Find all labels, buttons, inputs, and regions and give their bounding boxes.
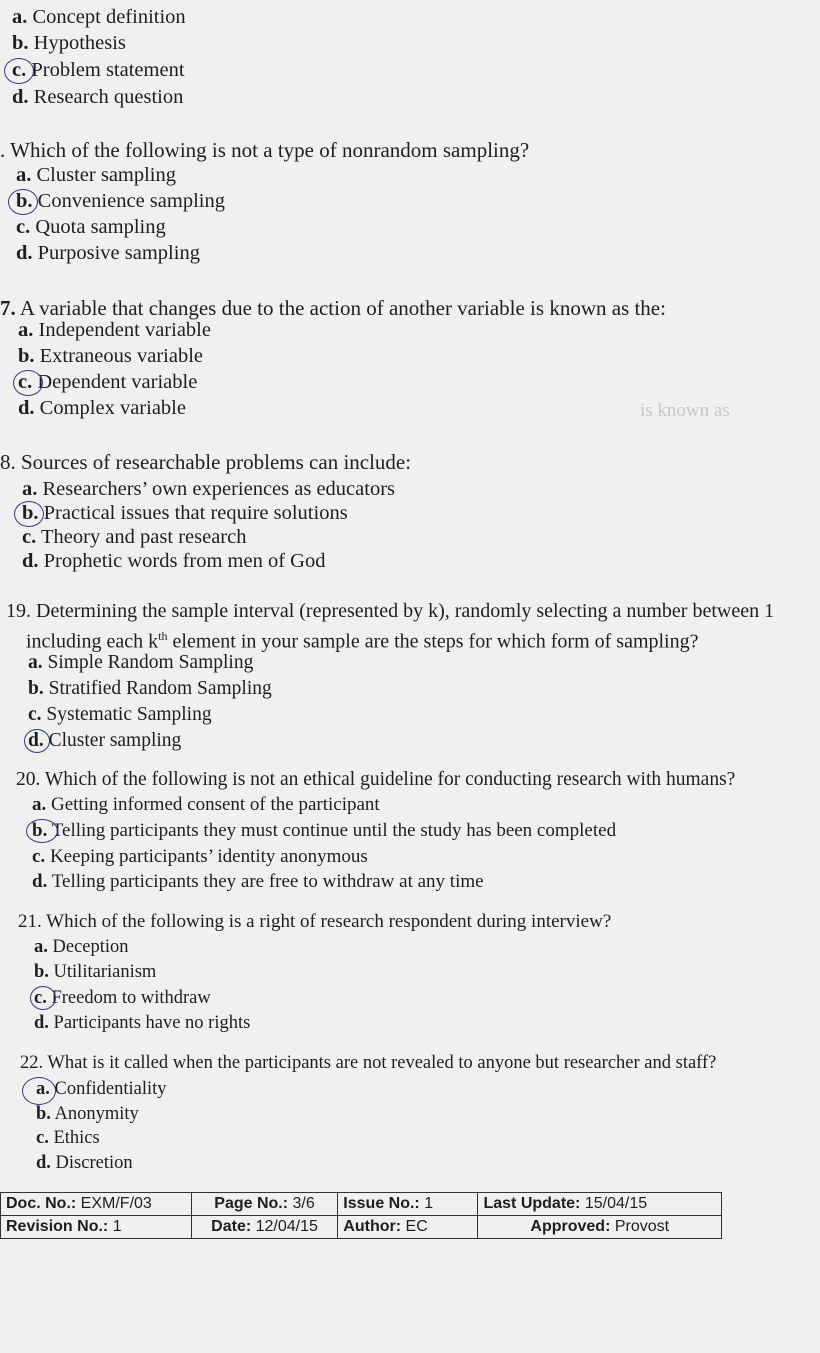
- q19-question-line2: including each $k^{th}$ element in your sample are the steps for which form of sampling?: [26, 629, 699, 653]
- q20-option-a: a. Getting informed consent of the participant: [32, 794, 380, 815]
- q18-option-b: b. Practical issues that require solutions: [22, 502, 348, 524]
- q19-option-b: b. Stratified Random Sampling: [28, 678, 272, 699]
- last-update-cell: Last Update: 15/04/15: [478, 1193, 722, 1216]
- revision-no-cell: Revision No.: 1: [1, 1216, 192, 1239]
- q-prev-option-a: a. Concept definition: [12, 6, 186, 28]
- q18-option-c: c. Theory and past research: [22, 526, 247, 548]
- show-through-text: is known as: [640, 400, 730, 421]
- author-cell: Author: EC: [338, 1216, 478, 1239]
- q-prev-option-d: d. Research question: [12, 86, 184, 108]
- approved-cell: Approved: Provost: [478, 1216, 722, 1239]
- q16-option-a: a. Cluster sampling: [16, 164, 177, 186]
- q17-option-a: a. Independent variable: [18, 319, 211, 341]
- q17-option-d: d. Complex variable: [18, 397, 186, 419]
- page-no-cell: Page No.: 3/6: [191, 1193, 338, 1216]
- doc-no-cell: Doc. No.: EXM/F/03: [1, 1193, 192, 1216]
- q20-question: 20. Which of the following is not an ethical guideline for conducting research with humans?: [16, 769, 736, 790]
- q21-option-c: c. Freedom to withdraw: [34, 988, 211, 1008]
- q21-option-b: b. Utilitarianism: [34, 962, 157, 982]
- q16-option-d: d. Purposive sampling: [16, 242, 200, 264]
- answer-circle-mark: [26, 819, 58, 843]
- q16-option-b: b. Convenience sampling: [16, 190, 225, 212]
- q20-option-b: b. Telling participants they must continue until the study has been completed: [32, 820, 617, 841]
- q17-question: 7. A variable that changes due to the action of another variable is known as the:: [0, 296, 666, 320]
- q22-question: 22. What is it called when the participants are not revealed to anyone but researcher and staff?: [20, 1053, 717, 1073]
- q20-option-c: c. Keeping participants’ identity anonymous: [32, 846, 368, 867]
- q17-option-c: c. Dependent variable: [18, 371, 198, 393]
- answer-circle-mark: [13, 370, 43, 396]
- q22-option-b: b. Anonymity: [36, 1104, 139, 1124]
- q-prev-option-c: c. Problem statement: [12, 59, 185, 81]
- answer-circle-mark: [24, 729, 50, 753]
- q20-option-d: d. Telling participants they are free to withdraw at any time: [32, 871, 484, 892]
- answer-circle-mark: [30, 986, 56, 1010]
- issue-no-cell: Issue No.: 1: [338, 1193, 478, 1216]
- q16-option-c: c. Quota sampling: [16, 216, 166, 238]
- q21-question: 21. Which of the following is a right of research respondent during interview?: [18, 911, 612, 932]
- q21-option-d: d. Participants have no rights: [34, 1013, 251, 1033]
- q19-option-c: c. Systematic Sampling: [28, 704, 212, 725]
- date-cell: Date: 12/04/15: [191, 1216, 338, 1239]
- q19-option-d: d. Cluster sampling: [28, 730, 182, 751]
- q-prev-option-b: b. Hypothesis: [12, 32, 126, 54]
- q21-option-a: a. Deception: [34, 937, 129, 957]
- q18-option-d: d. Prophetic words from men of God: [22, 550, 326, 572]
- q18-question: 8. Sources of researchable problems can include:: [0, 450, 412, 474]
- q19-option-a: a. Simple Random Sampling: [28, 652, 254, 673]
- q22-option-c: c. Ethics: [36, 1128, 100, 1148]
- q18-option-a: a. Researchers’ own experiences as educators: [22, 478, 396, 500]
- q22-option-a: a. Confidentiality: [36, 1079, 167, 1099]
- q16-question: . Which of the following is not a type of nonrandom sampling?: [0, 138, 530, 162]
- answer-circle-mark: [4, 58, 34, 84]
- document-control-footer: [0, 1192, 722, 1239]
- answer-circle-mark: [8, 189, 38, 215]
- q22-option-d: d. Discretion: [36, 1153, 133, 1173]
- q17-option-b: b. Extraneous variable: [18, 345, 204, 367]
- q19-question-line1: 19. Determining the sample interval (represented by k), randomly selecting a number between 1: [6, 600, 775, 622]
